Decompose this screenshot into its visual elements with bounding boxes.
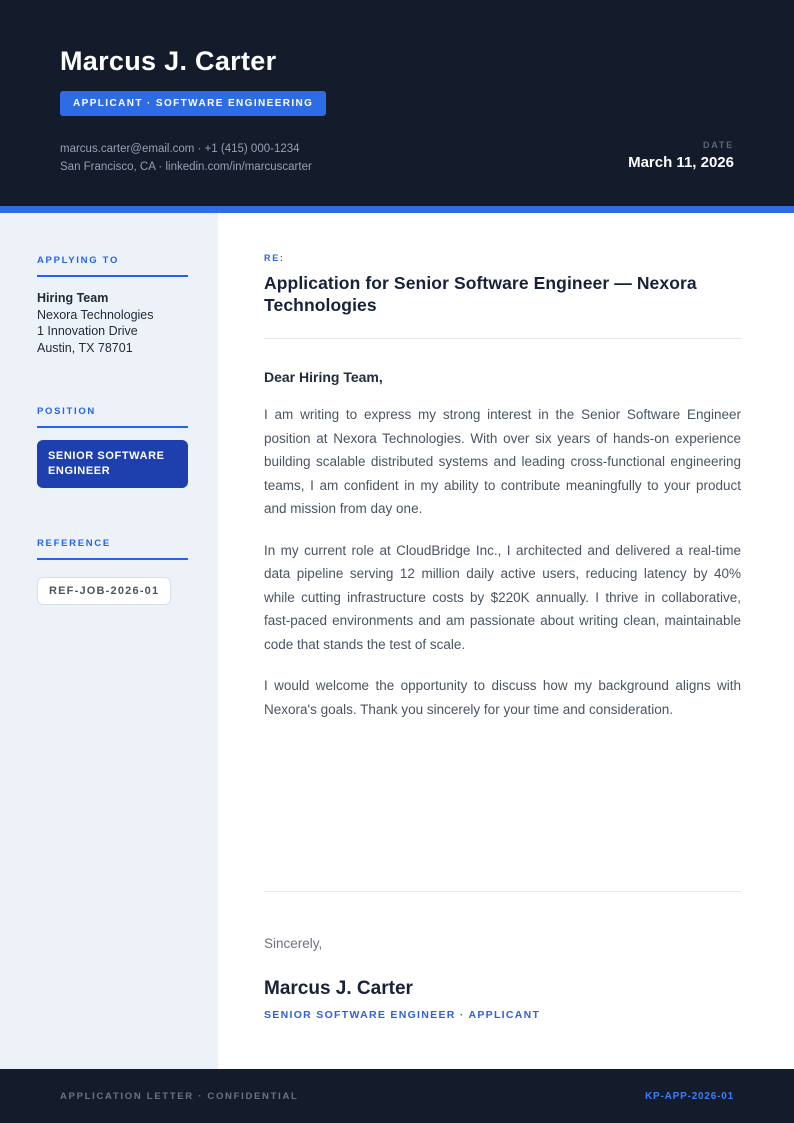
- footer-document-code: KP-APP-2026-01: [644, 1090, 734, 1102]
- letter-footer: [0, 1069, 794, 1123]
- paragraph-intro: I am writing to express my strong interest in the Senior Software Engineer position at Nexora Technologies. With over six years of hands-on experience building scalable distributed systems and leading cross-functional engineering teams, I am confident in my ability to contribute meaningfully to your product and mission from day one.: [264, 407, 741, 516]
- paragraph-experience: In my current role at CloudBridge Inc., I architected and delivered a real-time data pipeline serving 12 million daily active users, reducing latency by 40% while cutting infrastructure costs by $220K annually. I thrive in collaborative, fast-paced environments and am passionate about writing clean, maintainable code that stands the test of scale.: [264, 542, 741, 652]
- contact-line-email-phone: marcus.carter@email.com · +1 (415) 000-1234: [60, 143, 300, 155]
- contact-line-location-linkedin: San Francisco, CA · linkedin.com/in/marcuscarter: [60, 161, 312, 173]
- content-row: [0, 213, 794, 1069]
- letter-header: [0, 0, 794, 206]
- applying-to-label: APPLYING TO: [37, 255, 120, 266]
- header-meta-row: [60, 140, 734, 176]
- subject-divider: [264, 338, 741, 339]
- applicant-role-badge: APPLICANT · SOFTWARE ENGINEERING: [60, 91, 326, 116]
- reference-rule: [37, 558, 188, 560]
- recipient-city: Austin, TX 78701: [37, 340, 133, 355]
- date-block: [628, 140, 734, 171]
- paragraph-closing: I would welcome the opportunity to discuss how my background aligns with Nexora's goals. Thank you sincerely for your time and consideration.: [264, 678, 741, 717]
- applicant-name: Marcus J. Carter: [60, 46, 277, 76]
- date-value: March 11, 2026: [628, 154, 734, 171]
- signature-title: SENIOR SOFTWARE ENGINEER · APPLICANT: [264, 1009, 541, 1021]
- position-badge: SENIOR SOFTWARE ENGINEER: [37, 440, 188, 488]
- position-label: POSITION: [37, 406, 96, 417]
- contact-info: [60, 140, 312, 176]
- recipient-name: Hiring Team: [37, 291, 109, 305]
- signature-name: Marcus J. Carter: [264, 978, 413, 999]
- sidebar-section-reference: [37, 538, 188, 605]
- position-rule: [37, 426, 188, 428]
- accent-divider-bar: [0, 206, 794, 213]
- signature-divider: [264, 891, 741, 892]
- letter-body: [218, 213, 794, 1069]
- sidebar: [0, 213, 218, 1069]
- letter-subject: Application for Senior Software Engineer — Nexora Technologies: [264, 273, 697, 315]
- sidebar-section-position: [37, 406, 188, 488]
- sidebar-section-applying-to: [37, 255, 188, 356]
- closing-word: Sincerely,: [264, 936, 323, 951]
- reference-code-box: REF-JOB-2026-01: [37, 577, 171, 605]
- recipient-company: Nexora Technologies: [37, 307, 154, 322]
- recipient-address: [37, 290, 188, 356]
- recipient-street: 1 Innovation Drive: [37, 324, 138, 338]
- reference-label: REFERENCE: [37, 538, 111, 549]
- applying-to-rule: [37, 275, 188, 277]
- salutation: Dear Hiring Team,: [264, 369, 383, 385]
- footer-confidential-text: APPLICATION LETTER · CONFIDENTIAL: [60, 1090, 299, 1102]
- re-label: RE:: [264, 253, 285, 263]
- date-label: DATE: [702, 140, 734, 150]
